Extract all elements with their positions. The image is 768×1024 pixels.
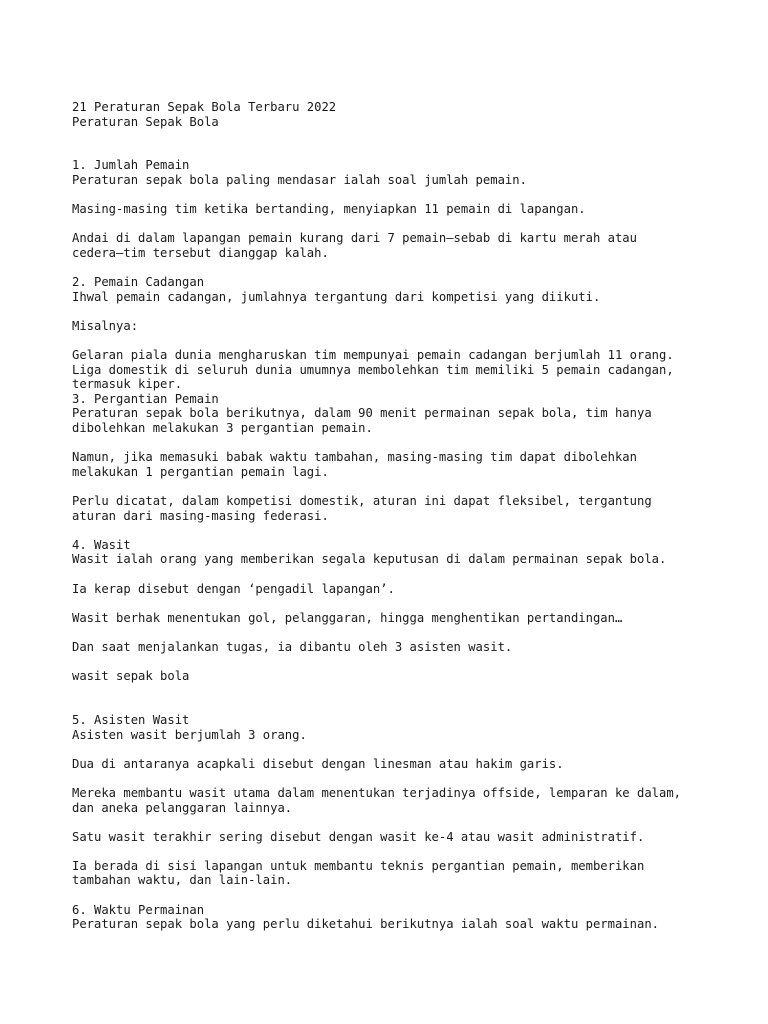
text-line: cedera—tim tersebut dianggap kalah. bbox=[72, 245, 329, 260]
text-line: Masing-masing tim ketika bertanding, menyiapkan 11 pemain di lapangan. bbox=[72, 202, 586, 217]
text-line: Dua di antaranya acapkali disebut dengan linesman atau hakim garis. bbox=[72, 756, 564, 771]
text-line: Andai di dalam lapangan pemain kurang dari 7 pemain—sebab di kartu merah atau bbox=[72, 231, 637, 246]
blank-line bbox=[72, 815, 762, 830]
blank-line bbox=[72, 304, 762, 319]
text-line: 1. Jumlah Pemain bbox=[72, 158, 190, 173]
text-line: wasit sepak bola bbox=[72, 669, 190, 684]
blank-line bbox=[72, 655, 762, 670]
blank-line bbox=[72, 129, 762, 144]
blank-line bbox=[72, 625, 762, 640]
text-line: Peraturan sepak bola yang perlu diketahui berikutnya ialah soal waktu permainan. bbox=[72, 917, 659, 932]
blank-line bbox=[72, 742, 762, 757]
text-line: Peraturan sepak bola berikutnya, dalam 90 menit permainan sepak bola, tim hanya bbox=[72, 406, 652, 421]
text-line: Gelaran piala dunia mengharuskan tim mempunyai pemain cadangan berjumlah 11 orang. bbox=[72, 348, 674, 363]
text-line: Peraturan sepak bola paling mendasar ialah soal jumlah pemain. bbox=[72, 172, 527, 187]
text-line: Misalnya: bbox=[72, 318, 139, 333]
blank-line bbox=[72, 436, 762, 451]
text-line: Satu wasit terakhir sering disebut dengan wasit ke-4 atau wasit administratif. bbox=[72, 829, 645, 844]
text-line: Mereka membantu wasit utama dalam menentukan terjadinya offside, lemparan ke dalam, bbox=[72, 785, 682, 800]
text-line: Dan saat menjalankan tugas, ia dibantu oleh 3 asisten wasit. bbox=[72, 639, 513, 654]
blank-line bbox=[72, 596, 762, 611]
blank-line bbox=[72, 523, 762, 538]
text-line: 2. Pemain Cadangan bbox=[72, 275, 205, 290]
blank-line bbox=[72, 684, 762, 699]
text-line: 3. Pergantian Pemain bbox=[72, 391, 219, 406]
text-line: Ia kerap disebut dengan ‘pengadil lapangan’. bbox=[72, 581, 395, 596]
blank-line bbox=[72, 261, 762, 276]
text-line: Perlu dicatat, dalam kompetisi domestik, aturan ini dapat fleksibel, tergantung bbox=[72, 494, 652, 509]
blank-line bbox=[72, 188, 762, 203]
text-line: 6. Waktu Permainan bbox=[72, 902, 205, 917]
text-line: aturan dari masing-masing federasi. bbox=[72, 508, 329, 523]
text-line: melakukan 1 pergantian pemain lagi. bbox=[72, 464, 329, 479]
text-line: Peraturan Sepak Bola bbox=[72, 114, 219, 129]
blank-line bbox=[72, 217, 762, 232]
blank-line bbox=[72, 888, 762, 903]
blank-line bbox=[72, 144, 762, 159]
text-line: 21 Peraturan Sepak Bola Terbaru 2022 bbox=[72, 100, 337, 114]
blank-line bbox=[72, 844, 762, 859]
text-line: Ihwal pemain cadangan, jumlahnya tergantung dari kompetisi yang diikuti. bbox=[72, 289, 601, 304]
blank-line bbox=[72, 698, 762, 713]
text-line: Wasit berhak menentukan gol, pelanggaran, hingga menghentikan pertandingan… bbox=[72, 610, 623, 625]
text-line: Liga domestik di seluruh dunia umumnya membolehkan tim memiliki 5 pemain cadangan, bbox=[72, 362, 674, 377]
blank-line bbox=[72, 479, 762, 494]
text-line: Ia berada di sisi lapangan untuk membantu teknis pergantian pemain, memberikan bbox=[72, 858, 645, 873]
text-line: dibolehkan melakukan 3 pergantian pemain. bbox=[72, 421, 373, 436]
document-text bbox=[72, 100, 762, 932]
text-line: 5. Asisten Wasit bbox=[72, 712, 190, 727]
text-line: tambahan waktu, dan lain-lain. bbox=[72, 873, 293, 888]
text-line: Wasit ialah orang yang memberikan segala keputusan di dalam permainan sepak bola. bbox=[72, 552, 667, 567]
blank-line bbox=[72, 567, 762, 582]
text-line: dan aneka pelanggaran lainnya. bbox=[72, 800, 293, 815]
text-line: Namun, jika memasuki babak waktu tambahan, masing-masing tim dapat dibolehkan bbox=[72, 450, 637, 465]
blank-line bbox=[72, 334, 762, 349]
text-line: termasuk kiper. bbox=[72, 377, 183, 392]
text-line: 4. Wasit bbox=[72, 537, 131, 552]
text-line: Asisten wasit berjumlah 3 orang. bbox=[72, 727, 307, 742]
blank-line bbox=[72, 771, 762, 786]
